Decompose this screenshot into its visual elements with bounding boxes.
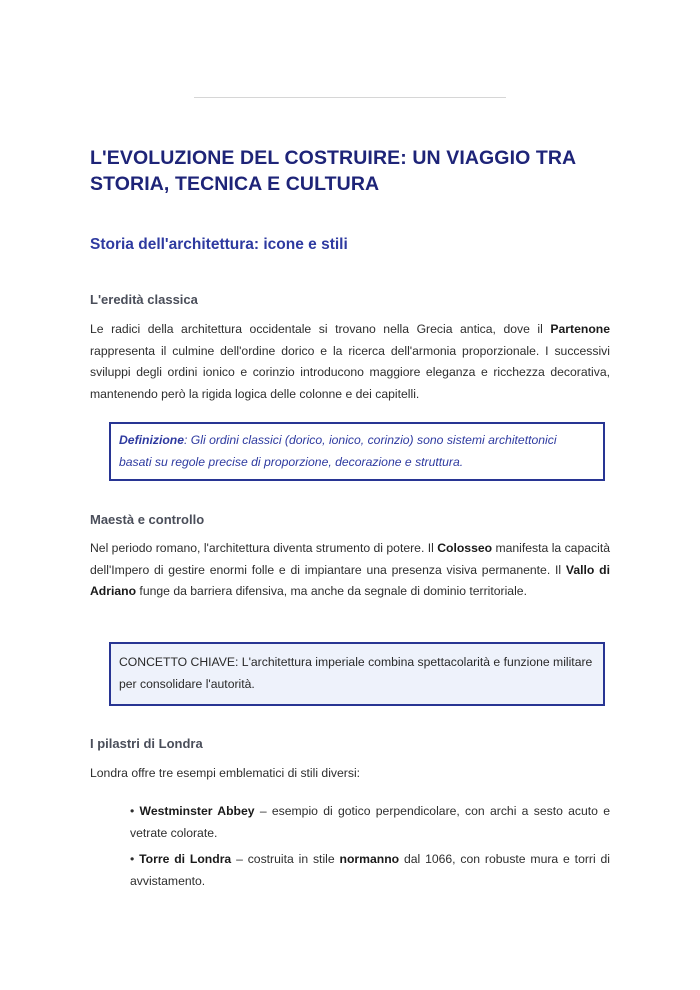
- list-item: • Torre di Londra – costruita in stile normanno dal 1066, con robuste mura e torri di avvistamento.: [130, 852, 611, 888]
- subheading-classical-heritage: L'eredità classica: [90, 292, 198, 307]
- term-hadrians-wall: Vallo di Adriano: [90, 562, 611, 598]
- paragraph-classical-heritage: Le radici della architettura occidentale si trovano nella Grecia antica, dove il Partenone rappresenta il culmine dell'ordine dorico e la ricerca dell'armonia proporzionale. I successivi sviluppi degli ordini ionico e corinzio introducono maggiore eleganza e ricchezza decorativa, mantenendo però la rigida logica delle colonne e dei capitelli.: [90, 322, 610, 401]
- definition-text: : Gli ordini classici (dorico, ionico, corinzio) sono sistemi architettonici basati su regole precise di proporzione, decorazione e struttura.: [119, 433, 557, 469]
- definition-box: [109, 422, 605, 481]
- term-colosseum: Colosseo: [437, 541, 493, 555]
- term-westminster-abbey: Westminster Abbey: [139, 804, 255, 818]
- section-heading: Storia dell'architettura: icone e stili: [90, 236, 348, 253]
- term-tower-of-london: Torre di Londra: [139, 852, 232, 866]
- term-parthenon: Partenone: [550, 322, 610, 336]
- top-divider: [194, 97, 506, 98]
- list-item: • Westminster Abbey – esempio di gotico perpendicolare, con archi a sesto acuto e vetrate colorate.: [130, 804, 610, 840]
- paragraph-majesty-control: Nel periodo romano, l'architettura diventa strumento di potere. Il Colosseo manifesta la capacità dell'Impero di gestire enormi folle e di impiantare una presenza visiva permanente. Il Vallo di Adriano funge da barriera difensiva, ma anche da segnale di dominio territoriale.: [90, 541, 611, 598]
- subheading-majesty-control: Maestà e controllo: [90, 512, 205, 527]
- subheading-london-pillars: I pilastri di Londra: [90, 736, 203, 751]
- paragraph-london-intro: Londra offre tre esempi emblematici di stili diversi:: [90, 766, 361, 780]
- key-concept-box: CONCETTO CHIAVE: L'architettura imperiale combina spettacolarità e funzione militare per consolidare l'autorità.: [109, 642, 605, 706]
- definition-label: Definizione: [119, 433, 185, 447]
- term-norman: normanno: [339, 852, 400, 866]
- document-title: L'EVOLUZIONE DEL COSTRUIRE: UN VIAGGIO TRA STORIA, TECNICA E CULTURA: [90, 147, 576, 195]
